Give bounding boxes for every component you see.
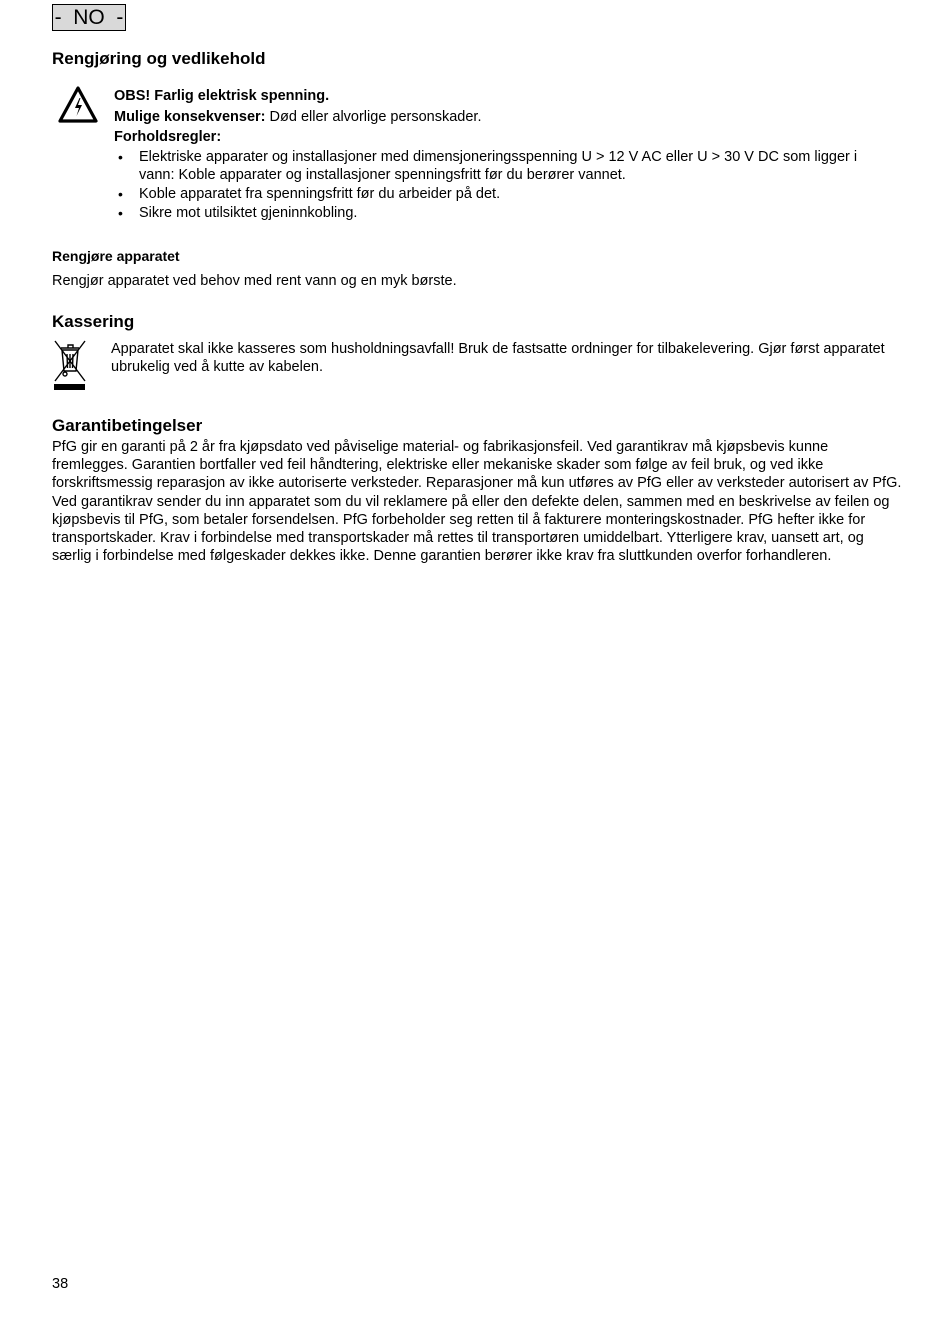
page-number: 38 (52, 1276, 69, 1292)
warranty-text: PfG gir en garanti på 2 år fra kjøpsdato ved påviselige material- og fabrikasjonsfeil. Ved garantikrav må kjøpsbevis kunne fremlegges. Garantien bortfaller ved feil håndtering, elektriske eller mekaniske skader som følge av feil bruk, og ved ikke forskriftsmessig reparasjon av ikke autoriserte verksteder. Reparasjoner må kun utføres av PfG eller av verksteder autorisert av PfG. Ved garantikrav sender du inn apparatet som du vil reklamere på eller den defekte delen, sammen med en beskrivelse av feilen og kjøpsbevis til PfG, som betaler forsendelsen. PfG forbeholder seg retten til å fakturere monteringskostnader. PfG hefter ikke for transportskader. Krav i forbindelse med transportskader må rettes til transportøren umiddelbart. Ytterligere krav, uansett art, og særlig i forbindelse med følgeskader dekkes ikke. Denne garantien berører ikke krav fra sluttkunden overfor forhandleren. (52, 439, 902, 565)
consequence-text: Død eller alvorlige personskader. (265, 108, 482, 125)
precautions-list (114, 148, 894, 223)
crossed-out-bin-icon (53, 338, 87, 392)
warranty-title: Garantibetingelser (52, 416, 203, 435)
warning-block (114, 86, 894, 223)
precautions-label: Forholdsregler: (114, 129, 222, 145)
language-tag: - NO - (52, 4, 126, 31)
disposal-text: Apparatet skal ikke kasseres som husholdningsavfall! Bruk de fastsatte ordninger for tilbakelevering. Gjør først apparatet ubrukelig ved å kutte av kabelen. (111, 341, 885, 376)
cleaning-text: Rengjør apparatet ved behov med rent vann og en myk børste. (52, 273, 457, 289)
electrical-warning-icon (58, 86, 98, 124)
list-item: • Elektriske apparater og installasjoner med dimensjoneringsspenning U > 12 V AC eller U > 30 V DC som ligger i vann: Koble apparater og installasjoner spenningsfritt før du berører vannet. (114, 148, 894, 186)
consequence-label: Mulige konsekvenser: (114, 108, 266, 125)
list-item: • Sikre mot utilsiktet gjeninnkobling. (114, 204, 894, 223)
warning-title: OBS! Farlig elektrisk spenning. (114, 88, 330, 104)
disposal-title: Kassering (52, 312, 135, 331)
list-item: • Koble apparatet fra spenningsfritt før du arbeider på det. (114, 185, 894, 204)
cleaning-title: Rengjøre apparatet (52, 248, 180, 264)
section-title: Rengjøring og vedlikehold (52, 49, 266, 68)
